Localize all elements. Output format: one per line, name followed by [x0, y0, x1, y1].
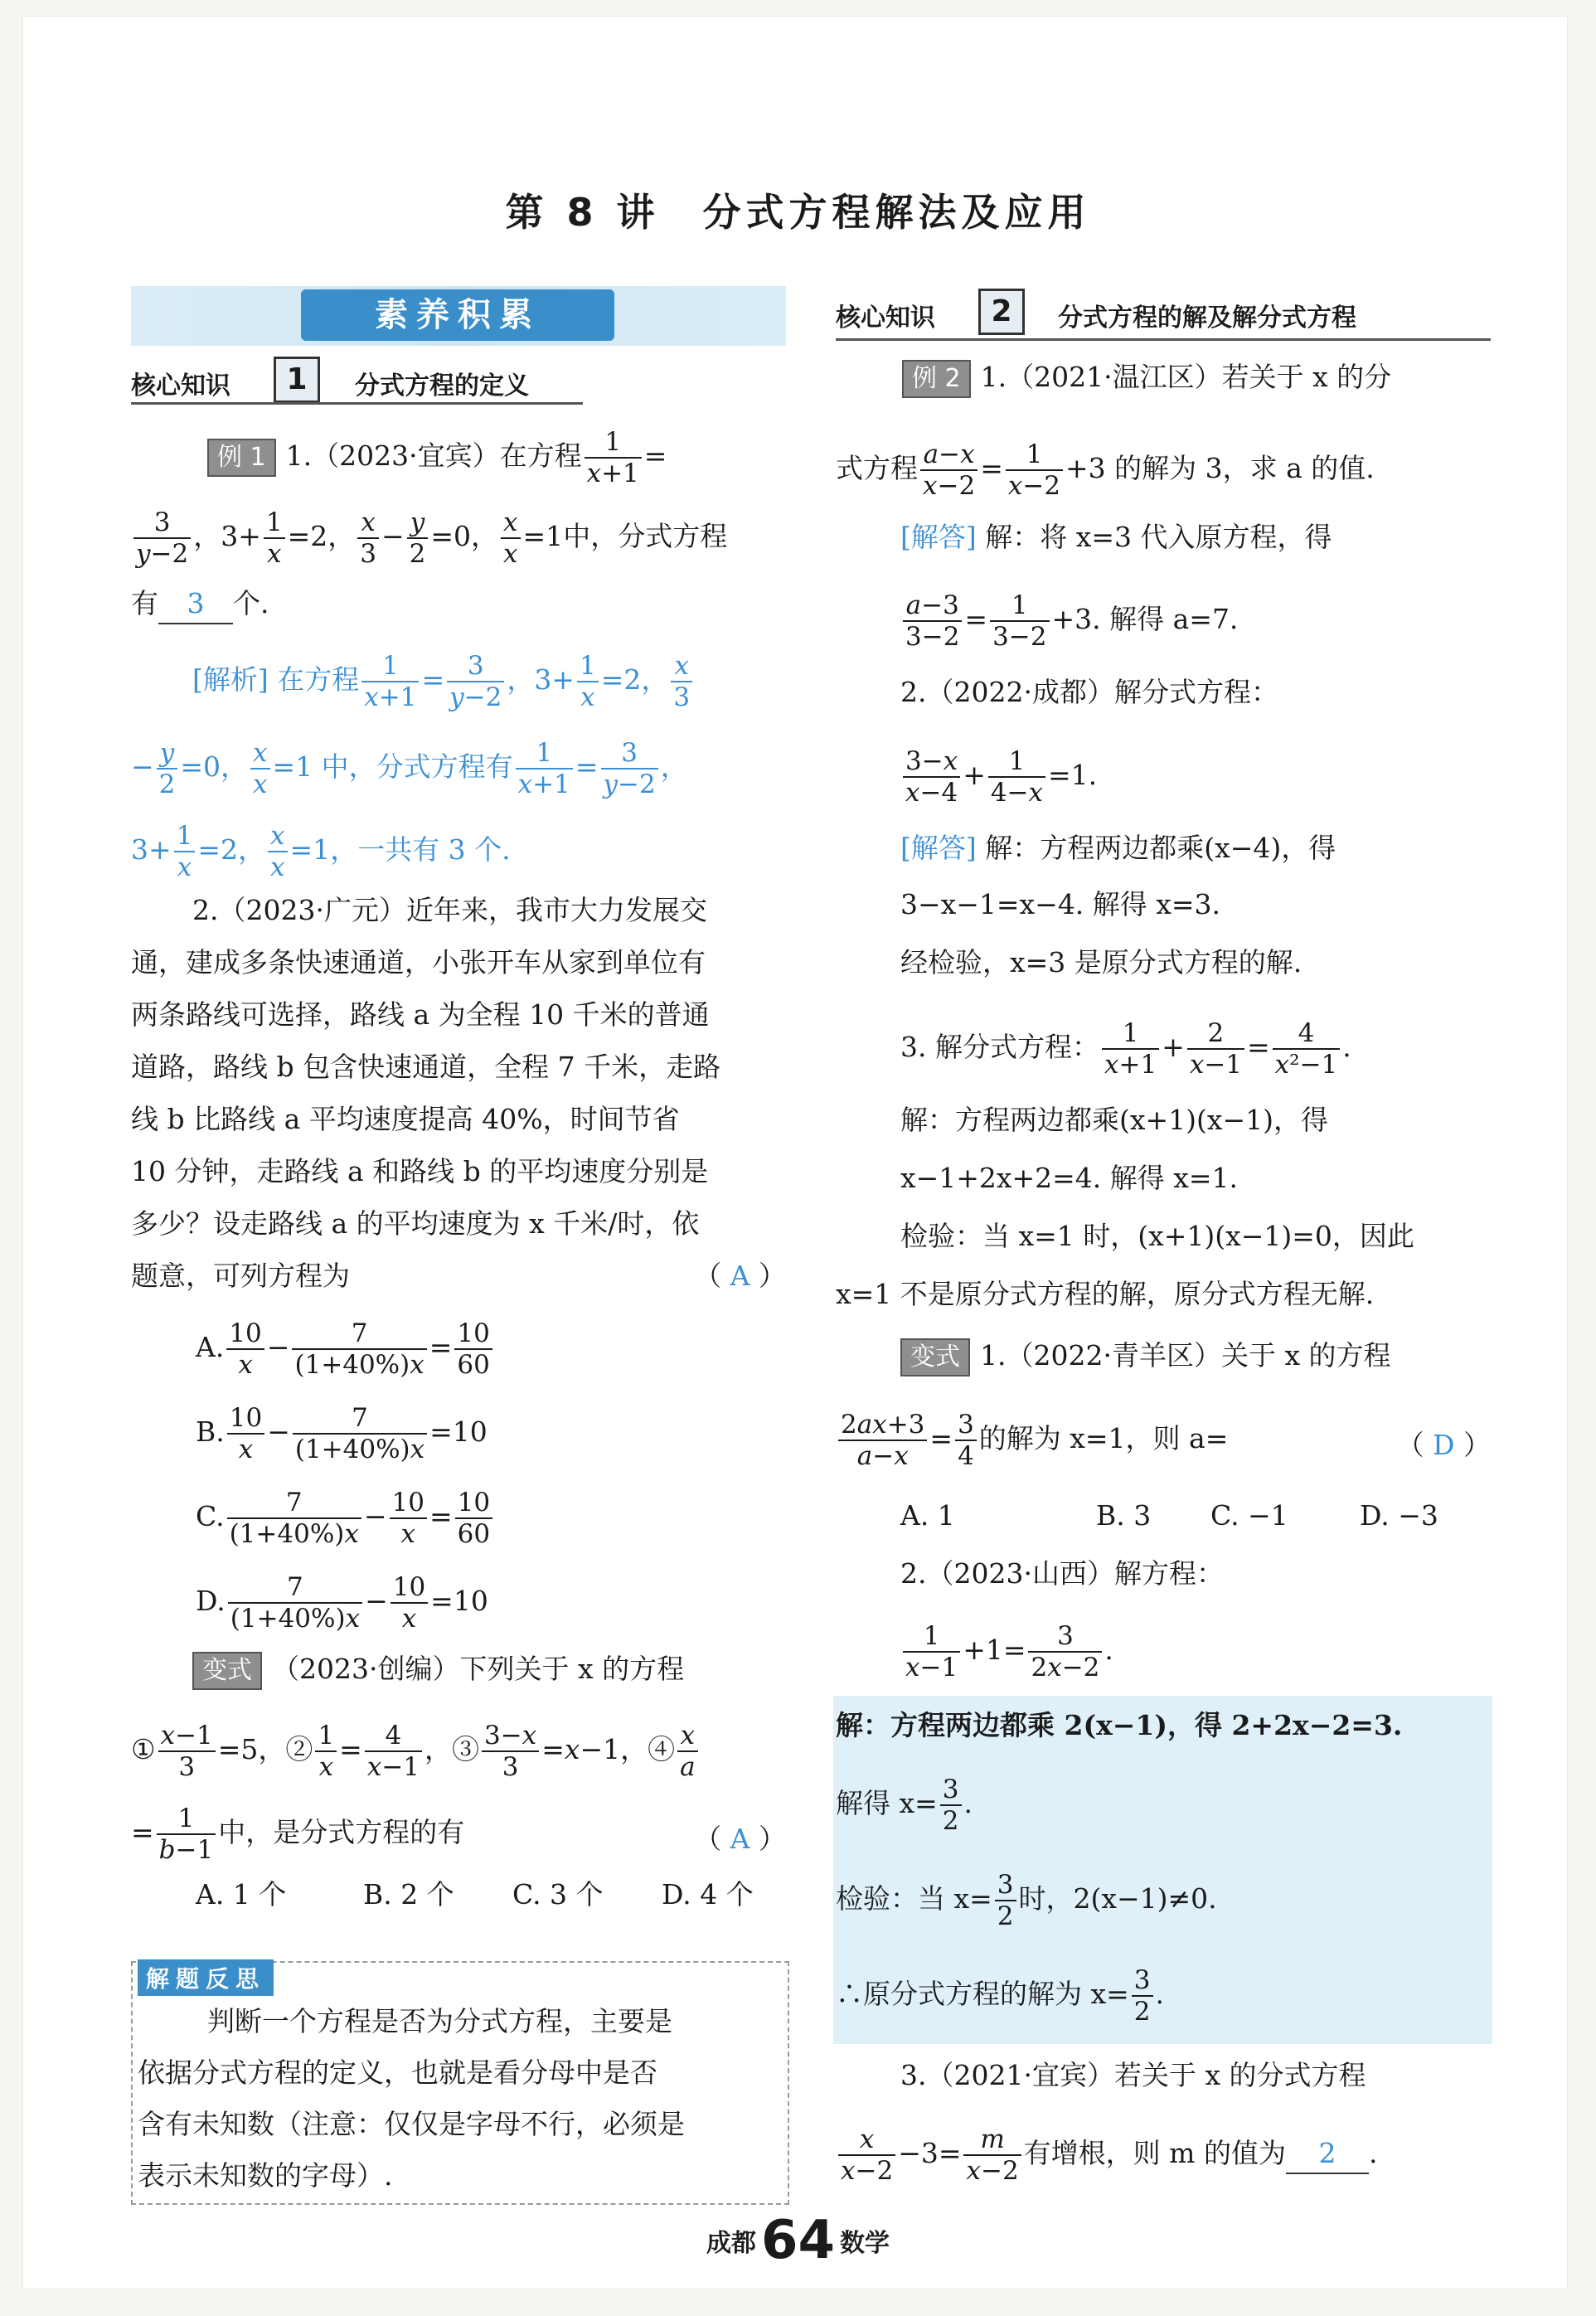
variant2-solution-4: ∴原分式方程的解为 x= $\frac{3}{2}$ .	[836, 1965, 1164, 2027]
variant2-solution-2: 解得 x= $\frac{3}{2}$ .	[836, 1775, 973, 1836]
banner-label: 素养积累	[301, 289, 614, 341]
page-number: 64	[760, 2210, 836, 2271]
q2-line-8: 题意，可列方程为 （ A ）	[131, 1260, 786, 1292]
section-banner	[131, 286, 786, 346]
variant2-choice-b: B. 3	[1096, 1499, 1152, 1532]
core-knowledge-1-header: 核心知识 1 分式方程的定义	[131, 357, 595, 405]
answer-blank: 2	[1286, 2134, 1369, 2174]
variant-tag: 变式	[192, 1652, 262, 1690]
example2-solution-2: x−1+2x+2=4. 解得 x=1.	[900, 1162, 1239, 1194]
q2-line-5: 线 b 比路线 a 平均速度提高 40%，时间节省	[131, 1103, 680, 1135]
variant2-choice-c: C. −1	[1210, 1499, 1288, 1532]
variant1-choice-a: A. 1 个	[196, 1878, 287, 1911]
variant2-q2-eq: $\frac{1}{x-1}$ +1= $\frac{3}{2x-2}$ .	[900, 1621, 1113, 1682]
example2-q2: 2.（2022·成都）解分式方程：	[900, 676, 1278, 708]
variant2-q2: 2.（2023·山西）解方程：	[900, 1557, 1224, 1590]
variant2-solution-1: 解：方程两边都乘 2(x−1)，得 2+2x−2=3.	[836, 1709, 1403, 1741]
q2-line-6: 10 分钟，走路线 a 和路线 b 的平均速度分别是	[131, 1155, 709, 1187]
example2-q2-eq: $\frac{3-x}{x-4}$ + $\frac{1}{4-x}$ =1.	[900, 746, 1097, 808]
example2-answer-1: [解答] 解：将 x=3 代入原方程，得	[900, 521, 1332, 553]
variant2-choice-a: A. 1	[900, 1499, 955, 1532]
variant1-equations-2: = $\frac{1}{b-1}$ 中，是分式方程的有 （ A ）	[131, 1804, 786, 1865]
q2-line-4: 道路，路线 b 包含快速通道，全程 7 千米，走路	[131, 1051, 721, 1083]
variant1-choice-c: C. 3 个	[512, 1878, 604, 1911]
example2-q1-eq: 式方程 $\frac{a-x}{x-2}$ = $\frac{1}{x-2}$ +3 的解为 3，求 a 的值.	[836, 439, 1375, 501]
variant2-q3: 3.（2021·宜宾）若关于 x 的分式方程	[900, 2059, 1366, 2091]
example2-answer-2: $\frac{a-3}{3-2}$ = $\frac{1}{3-2}$ +3. 解得 a=7.	[900, 590, 1238, 652]
analysis-line-2: − $\frac{y}{2}$ =0， $\frac{x}{x}$ =1 中，分式方程有 $\frac{1}{x+1}$ = $\frac{3}{y-2}$ ，	[131, 738, 688, 799]
example2-answer-4: 3−x−1=x−4. 解得 x=3.	[900, 888, 1221, 920]
core-knowledge-2-header: 核心知识 2 分式方程的解及解分式方程	[836, 289, 1491, 337]
analysis-line-3: 3+ $\frac{1}{x}$ =2， $\frac{x}{x}$ =1，一共有 3 个.	[131, 821, 511, 882]
example2-q3: 3. 解分式方程： $\frac{1}{x+1}$ + $\frac{2}{x-1}$ = $\frac{4}{\text{x²−1}}$ .	[900, 1018, 1351, 1080]
example2-solution-3: 检验：当 x=1 时，(x+1)(x−1)=0，因此	[900, 1220, 1414, 1252]
example1-equations: $\frac{3}{y-2}$ ，3+ $\frac{1}{x}$ =2， $\frac{x}{3}$ − $\frac{y}{2}$ =0， $\frac{x}{x}$ =1中，分式方程	[131, 507, 727, 569]
example2-answer-5: 经检验，x=3 是原分式方程的解.	[900, 946, 1303, 978]
footer-subject: 数学	[840, 2229, 890, 2258]
q2-option-c: C. $\frac{7}{(1+40\%)x}$ − $\frac{10}{x}$ = $\frac{10}{60}$	[196, 1488, 495, 1549]
variant2-q1-eq: $\frac{2ax+3}{a-x}$ = $\frac{3}{4}$ 的解为 x=1，则 a= （ D ）	[836, 1410, 1491, 1471]
q2-option-d: D. $\frac{7}{(1+40\%)x}$ − $\frac{10}{x}$ =10	[196, 1572, 488, 1634]
footer-city: 成都	[706, 2229, 756, 2258]
variant2-q3-eq: $\frac{x}{x-2}$ −3= $\frac{m}{x-2}$ 有增根，则 m 的值为 2 .	[836, 2124, 1377, 2186]
q2-option-b: B. $\frac{10}{x}$ − $\frac{7}{(1+40\%)x}$ =10	[196, 1403, 488, 1464]
example2-solution-4: x=1 不是原分式方程的解，原分式方程无解.	[836, 1278, 1375, 1310]
reflection-tag: 解题反思	[138, 1959, 274, 1996]
q2-line-7: 多少？设走路线 a 的平均速度为 x 千米/时，依	[131, 1207, 700, 1240]
page-footer	[0, 2210, 1596, 2271]
variant1-choice-b: B. 2 个	[363, 1878, 454, 1911]
q2-option-a: A. $\frac{10}{x}$ − $\frac{7}{(1+40\%)x}$ = $\frac{10}{60}$	[196, 1318, 495, 1380]
q2-line-1: 2.（2023·广元）近年来，我市大力发展交	[192, 894, 707, 926]
variant1-choice-d: D. 4 个	[662, 1878, 754, 1911]
answer-blank: 3	[158, 585, 233, 624]
q2-line-2: 通，建成多条快速通道，小张开车从家到单位有	[131, 946, 706, 978]
example1-answer-line: 有 3 个.	[131, 585, 269, 624]
variant1-question: 变式 （2023·创编）下列关于 x 的方程	[192, 1650, 684, 1690]
variant2-solution-3: 检验：当 x= $\frac{3}{2}$ 时，2(x−1)≠0.	[836, 1870, 1217, 1931]
variant2-choice-d: D. −3	[1360, 1499, 1438, 1532]
example2-solution-1: 解：方程两边都乘(x+1)(x−1)，得	[900, 1104, 1329, 1136]
q2-line-3: 两条路线可选择，路线 a 为全程 10 千米的普通	[131, 998, 710, 1031]
example1-q1: 例 1 1.（2023·宜宾）在方程 $\frac{1}{x+1}$ =	[207, 427, 667, 488]
example-tag: 例 1	[207, 439, 276, 477]
reflection-box: 解题反思 判断一个方程是否为分式方程，主要是 依据分式方程的定义，也就是看分母中是否 含有未知数（注意：仅仅是字母不行，必须是 表示未知数的字母）.	[131, 1961, 789, 2205]
example2-answer-3: [解答] 解：方程两边都乘(x−4)，得	[900, 832, 1336, 864]
variant2-q1: 变式 1.（2022·青羊区）关于 x 的方程	[900, 1337, 1391, 1376]
page-title: 第 8 讲 分式方程解法及应用	[505, 190, 1091, 235]
analysis-line-1: [解析] 在方程 $\frac{1}{x+1}$ = $\frac{3}{y-2}$ ，3+ $\frac{1}{x}$ =2， $\frac{x}{3}$	[192, 651, 695, 712]
variant1-equations: ① $\frac{x-1}{3}$ =5，② $\frac{1}{x}$ = $\frac{4}{x-1}$ ，③ $\frac{3-x}{3}$ =x−1，④ $\frac{x}{a}$	[131, 1721, 701, 1782]
divider	[836, 338, 1491, 341]
example2-q1: 例 2 1.（2021·温江区）若关于 x 的分	[902, 358, 1391, 398]
